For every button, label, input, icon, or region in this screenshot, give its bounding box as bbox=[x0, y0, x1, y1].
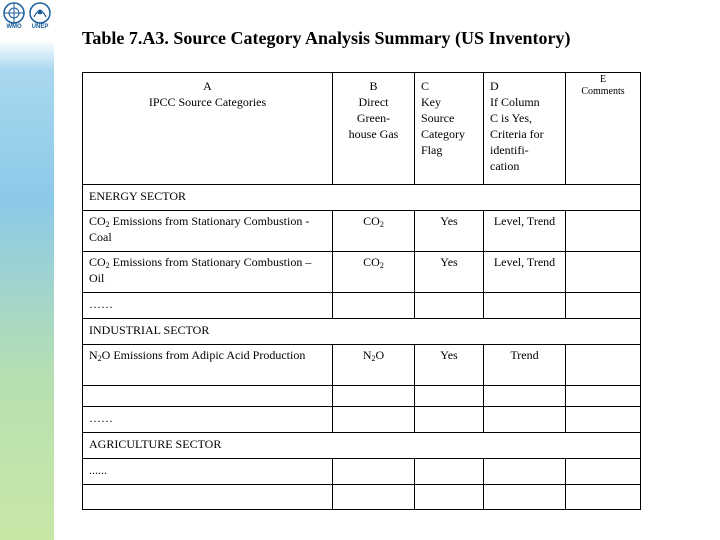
coal-criteria: Level, Trend bbox=[484, 211, 566, 252]
coal-comments bbox=[566, 211, 641, 252]
ellipsis-2: …… bbox=[83, 407, 333, 433]
adipic-gas bbox=[333, 345, 415, 386]
adipic-gas-formula: N bbox=[362, 348, 372, 362]
page-title: Table 7.A3. Source Category Analysis Summary (US Inventory) bbox=[82, 28, 571, 48]
oil-category-sub: 2 bbox=[105, 261, 110, 270]
empty-cell bbox=[484, 386, 566, 407]
table-row-oil bbox=[83, 252, 641, 293]
oil-comments bbox=[566, 252, 641, 293]
empty-cell bbox=[484, 293, 566, 319]
empty-cell bbox=[83, 485, 333, 510]
agriculture-sector-label: AGRICULTURE SECTOR bbox=[83, 433, 641, 459]
header-d-line2: C is Yes, bbox=[490, 111, 533, 125]
header-col-d bbox=[484, 73, 566, 185]
unep-emblem-icon bbox=[29, 2, 51, 24]
header-d-line3: Criteria for bbox=[490, 127, 544, 141]
coal-category-rest: Emissions from Stationary Combustion - Coal bbox=[89, 214, 310, 244]
empty-cell bbox=[333, 386, 415, 407]
wmo-emblem-icon bbox=[3, 2, 25, 24]
ellipsis-3: ...... bbox=[83, 459, 333, 485]
empty-cell bbox=[566, 293, 641, 319]
table-row-empty bbox=[83, 386, 641, 407]
empty-cell bbox=[484, 459, 566, 485]
table-row-ellipsis-2 bbox=[83, 407, 641, 433]
coal-gas-formula: CO bbox=[363, 214, 380, 228]
adipic-gas-suffix: O bbox=[375, 348, 385, 362]
header-col-a bbox=[83, 73, 333, 185]
header-c-letter: C bbox=[421, 79, 430, 93]
header-b-line2: Green- bbox=[356, 111, 391, 125]
table-row-ellipsis-1 bbox=[83, 293, 641, 319]
table-row-coal bbox=[83, 211, 641, 252]
oil-gas-sub: 2 bbox=[379, 261, 384, 270]
header-col-e bbox=[566, 73, 641, 185]
header-col-c bbox=[415, 73, 484, 185]
empty-cell bbox=[415, 459, 484, 485]
oil-gas-formula: CO bbox=[363, 255, 380, 269]
header-c-line2: Source bbox=[421, 111, 455, 125]
empty-cell bbox=[333, 485, 415, 510]
empty-cell bbox=[333, 459, 415, 485]
adipic-flag: Yes bbox=[415, 345, 484, 386]
table-row-empty-last bbox=[83, 485, 641, 510]
empty-cell bbox=[415, 293, 484, 319]
oil-category-rest: Emissions from Stationary Combustion – Oil bbox=[89, 255, 312, 285]
header-a-label: IPCC Source Categories bbox=[148, 95, 267, 109]
empty-cell bbox=[566, 407, 641, 433]
adipic-comments bbox=[566, 345, 641, 386]
coal-category-prefix: CO bbox=[89, 214, 106, 228]
energy-sector-label: ENERGY SECTOR bbox=[83, 185, 641, 211]
coal-category-sub: 2 bbox=[105, 220, 110, 229]
unep-caption: UNEP bbox=[31, 24, 49, 30]
table-row-ellipsis-3 bbox=[83, 459, 641, 485]
header-c-line1: Key bbox=[421, 95, 441, 109]
adipic-category bbox=[83, 345, 333, 386]
empty-cell bbox=[484, 407, 566, 433]
header-c-line3: Category bbox=[421, 127, 465, 141]
ellipsis-1: …… bbox=[83, 293, 333, 319]
table-row-adipic bbox=[83, 345, 641, 386]
empty-cell bbox=[333, 293, 415, 319]
empty-cell bbox=[333, 407, 415, 433]
table-row-industrial-sector bbox=[83, 319, 641, 345]
header-col-b bbox=[333, 73, 415, 185]
empty-cell bbox=[566, 485, 641, 510]
logos bbox=[2, 2, 54, 36]
header-d-letter: D bbox=[490, 79, 499, 93]
coal-flag: Yes bbox=[415, 211, 484, 252]
table-header-row bbox=[83, 73, 641, 185]
header-b-line1: Direct bbox=[358, 95, 389, 109]
empty-cell bbox=[566, 459, 641, 485]
oil-category-prefix: CO bbox=[89, 255, 106, 269]
adipic-category-sub: 2 bbox=[97, 354, 102, 363]
coal-gas-sub: 2 bbox=[379, 220, 384, 229]
header-b-letter: B bbox=[369, 79, 378, 93]
header-a-letter: A bbox=[203, 79, 212, 93]
coal-category bbox=[83, 211, 333, 252]
coal-gas bbox=[333, 211, 415, 252]
adipic-category-rest: O Emissions from Adipic Acid Production bbox=[101, 348, 306, 362]
oil-criteria: Level, Trend bbox=[484, 252, 566, 293]
empty-cell bbox=[415, 386, 484, 407]
header-d-line1: If Column bbox=[490, 95, 540, 109]
header-e-label: Comments bbox=[581, 86, 625, 97]
unep-logo bbox=[28, 2, 52, 31]
header-d-line5: cation bbox=[490, 159, 520, 173]
empty-cell bbox=[415, 485, 484, 510]
oil-flag: Yes bbox=[415, 252, 484, 293]
source-category-table bbox=[82, 72, 641, 510]
wmo-caption: WMO bbox=[6, 24, 22, 30]
header-e-letter: E bbox=[599, 74, 607, 85]
adipic-gas-sub: 2 bbox=[371, 354, 376, 363]
oil-gas bbox=[333, 252, 415, 293]
empty-cell bbox=[566, 386, 641, 407]
wmo-logo bbox=[2, 2, 26, 31]
adipic-category-prefix: N bbox=[89, 348, 98, 362]
industrial-sector-label: INDUSTRIAL SECTOR bbox=[83, 319, 641, 345]
empty-cell bbox=[415, 407, 484, 433]
header-b-line3: house Gas bbox=[348, 127, 399, 141]
table-row-agriculture-sector bbox=[83, 433, 641, 459]
oil-category bbox=[83, 252, 333, 293]
table-row-energy-sector bbox=[83, 185, 641, 211]
header-c-line4: Flag bbox=[421, 143, 443, 157]
adipic-criteria: Trend bbox=[484, 345, 566, 386]
decorative-sidebar bbox=[0, 0, 54, 540]
empty-cell bbox=[484, 485, 566, 510]
empty-cell bbox=[83, 386, 333, 407]
header-d-line4: identifi- bbox=[490, 143, 529, 157]
